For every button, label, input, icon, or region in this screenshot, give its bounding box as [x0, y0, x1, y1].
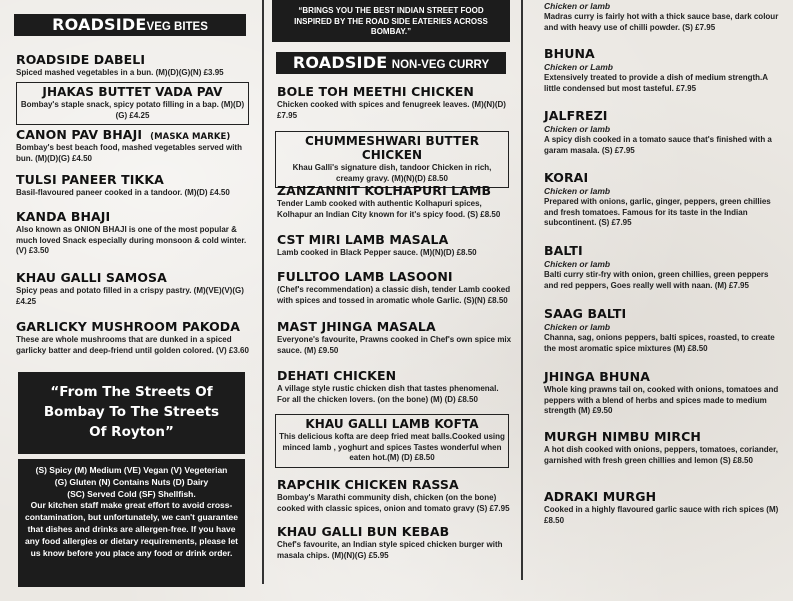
royton-quote: “From The Streets Of Bombay To The Streets Of Royton”: [18, 372, 245, 454]
menu-item: CST MIRI LAMB MASALA Lamb cooked in Black Pepper sauce. (M)(N)(D) £8.50: [277, 232, 477, 257]
menu-item: JALFREZI Chicken or lamb A spicy dish cooked in a tomato sauce that's finished with a garam masala. (S) £7.95: [544, 108, 772, 155]
menu-item: MURGH NIMBU MIRCH A hot dish cooked with onions, peppers, tomatoes, coriander, garnished with fresh green chillies and lemon (S) £8.50: [544, 429, 778, 465]
column-divider: [521, 0, 523, 580]
menu-item: DEHATI CHICKEN A village style rustic chicken dish that tastes phenomenal. For all the chicken lovers. (on the bone) (M) (D) £8.50: [277, 368, 499, 404]
menu-item: ADRAKI MURGH Cooked in a highly flavoured garlic sauce with rich spices (M) £8.50: [544, 489, 779, 525]
menu-item: JHINGA BHUNA Whole king prawns tail on, cooked with onions, tomatoes and peppers with a blend of herbs and spices made to medium strength (M) £9.50: [544, 369, 779, 415]
menu-item: KANDA BHAJI Also known as ONION BHAJI is one of the most popular & much loved Snack especially during monsoon & cold winter. (V) £3.50: [16, 209, 247, 255]
menu-item: ZANZANNIT KOLHAPURI LAMB Tender Lamb cooked with authentic Kolhapuri spices, Kolhapur an Indian City known for it's spicy food. (S) £8.50: [277, 183, 501, 219]
menu-item-boxed: KHAU GALLI LAMB KOFTA This delicious kofta are deep fried meat balls.Cooked using minced lamb , yoghurt and spices Tastes wonderful when eaten hot.(M) (D) £8.50: [275, 414, 509, 468]
menu-item: BOLE TOH MEETHI CHICKEN Chicken cooked with spices and fenugreek leaves. (M)(N)(D) £7.95: [277, 84, 506, 120]
menu-item: GARLICKY MUSHROOM PAKODA These are whole mushrooms that are dunked in a spiced garlicky batter and deep-friend until golden colored. (V) £3.60: [16, 319, 249, 355]
menu-item: KHAU GALLI BUN KEBAB Chef's favourite, an Indian style spiced chicken burger with masala chips. (M)(N)(G) £5.95: [277, 524, 503, 560]
non-veg-header: ROADSIDE NON-VEG CURRY: [276, 52, 506, 74]
menu-item: BALTI Chicken or lamb Balti curry stir-fry with onion, green chillies, green peppers and red peppers, Goes really well with naan. (M) £7.95: [544, 243, 769, 290]
menu-item: CANON PAV BHAJI (MASKA MARKE) Bombay's best beach food, mashed vegetables served with bun. (M)(D)(G) £4.50: [16, 127, 242, 163]
menu-item: RAPCHIK CHICKEN RASSA Bombay's Marathi community dish, chicken (on the bone) cooked with classic spices, onion and tomato gravy (S) £7.95: [277, 477, 510, 513]
menu-item: MAST JHINGA MASALA Everyone's favourite, Prawns cooked in Chef's own spice mix sauce. (M) £9.50: [277, 319, 512, 355]
menu-item: KHAU GALLI SAMOSA Spicy peas and potato filled in a crispy pastry. (M)(VE)(V)(G) £4.25: [16, 270, 244, 306]
menu-item: TULSI PANEER TIKKA Basil-flavoured paneer cooked in a tandoor. (M)(D) £4.50: [16, 172, 230, 197]
veg-bites-header: ROADSIDEVEG BITES: [14, 14, 246, 36]
menu-item: SAAG BALTI Chicken or lamb Channa, sag, onions peppers, balti spices, roasted, to create the most aromatic spice mixtures (M) £8.50: [544, 306, 775, 353]
menu-item: FULLTOO LAMB LASOONI (Chef's recommendation) a classic dish, tender Lamb cooked with spices and tossed in aromatic whole Garlic. (S)(N) £8.50: [277, 269, 511, 305]
menu-item: Chicken or lamb Madras curry is fairly hot with a thick sauce base, dark colour and with heavy use of chilli powder. (S) £7.95: [544, 1, 779, 32]
menu-item: ROADSIDE DABELI Spiced mashed vegetables in a bun. (M)(D)(G)(N) £3.95: [16, 52, 224, 77]
allergen-notice: (S) Spicy (M) Medium (VE) Vegan (V) Vegeterian (G) Gluten (N) Contains Nuts (D) Dairy (SC) Served Cold (SF) Shellfish. Our kitchen staff make great effort to avoid cross-contamination, but unfortunately, we can't guarantee that dishes and drinks are allergen-free. If you have any food allergies or dietary requirements, please let us know before you place any food or drink order.: [18, 459, 245, 587]
column-divider: [262, 0, 264, 584]
menu-item-boxed: CHUMMESHWARI BUTTER CHICKEN Khau Galli's signature dish, tandoor Chicken in rich, creamy gravy. (M)(N)(D) £8.50: [275, 131, 509, 188]
slogan-banner: “BRINGS YOU THE BEST INDIAN STREET FOOD INSPIRED BY THE ROAD SIDE EATERIES ACROSS BOMBAY.”: [272, 0, 510, 42]
menu-item-boxed: JHAKAS BUTTET VADA PAV Bombay's staple snack, spicy potato filling in a bap. (M)(D)(G) £4.25: [16, 82, 249, 125]
menu-item: KORAI Chicken or lamb Prepared with onions, garlic, ginger, peppers, green chillies and fresh tomatoes. Famous for its taste in the Indian subcontinent. (S) £7.95: [544, 170, 771, 227]
menu-item: BHUNA Chicken or Lamb Extensively treated to provide a dish of medium strength.A little condensed but most tasteful. £7.95: [544, 46, 768, 93]
